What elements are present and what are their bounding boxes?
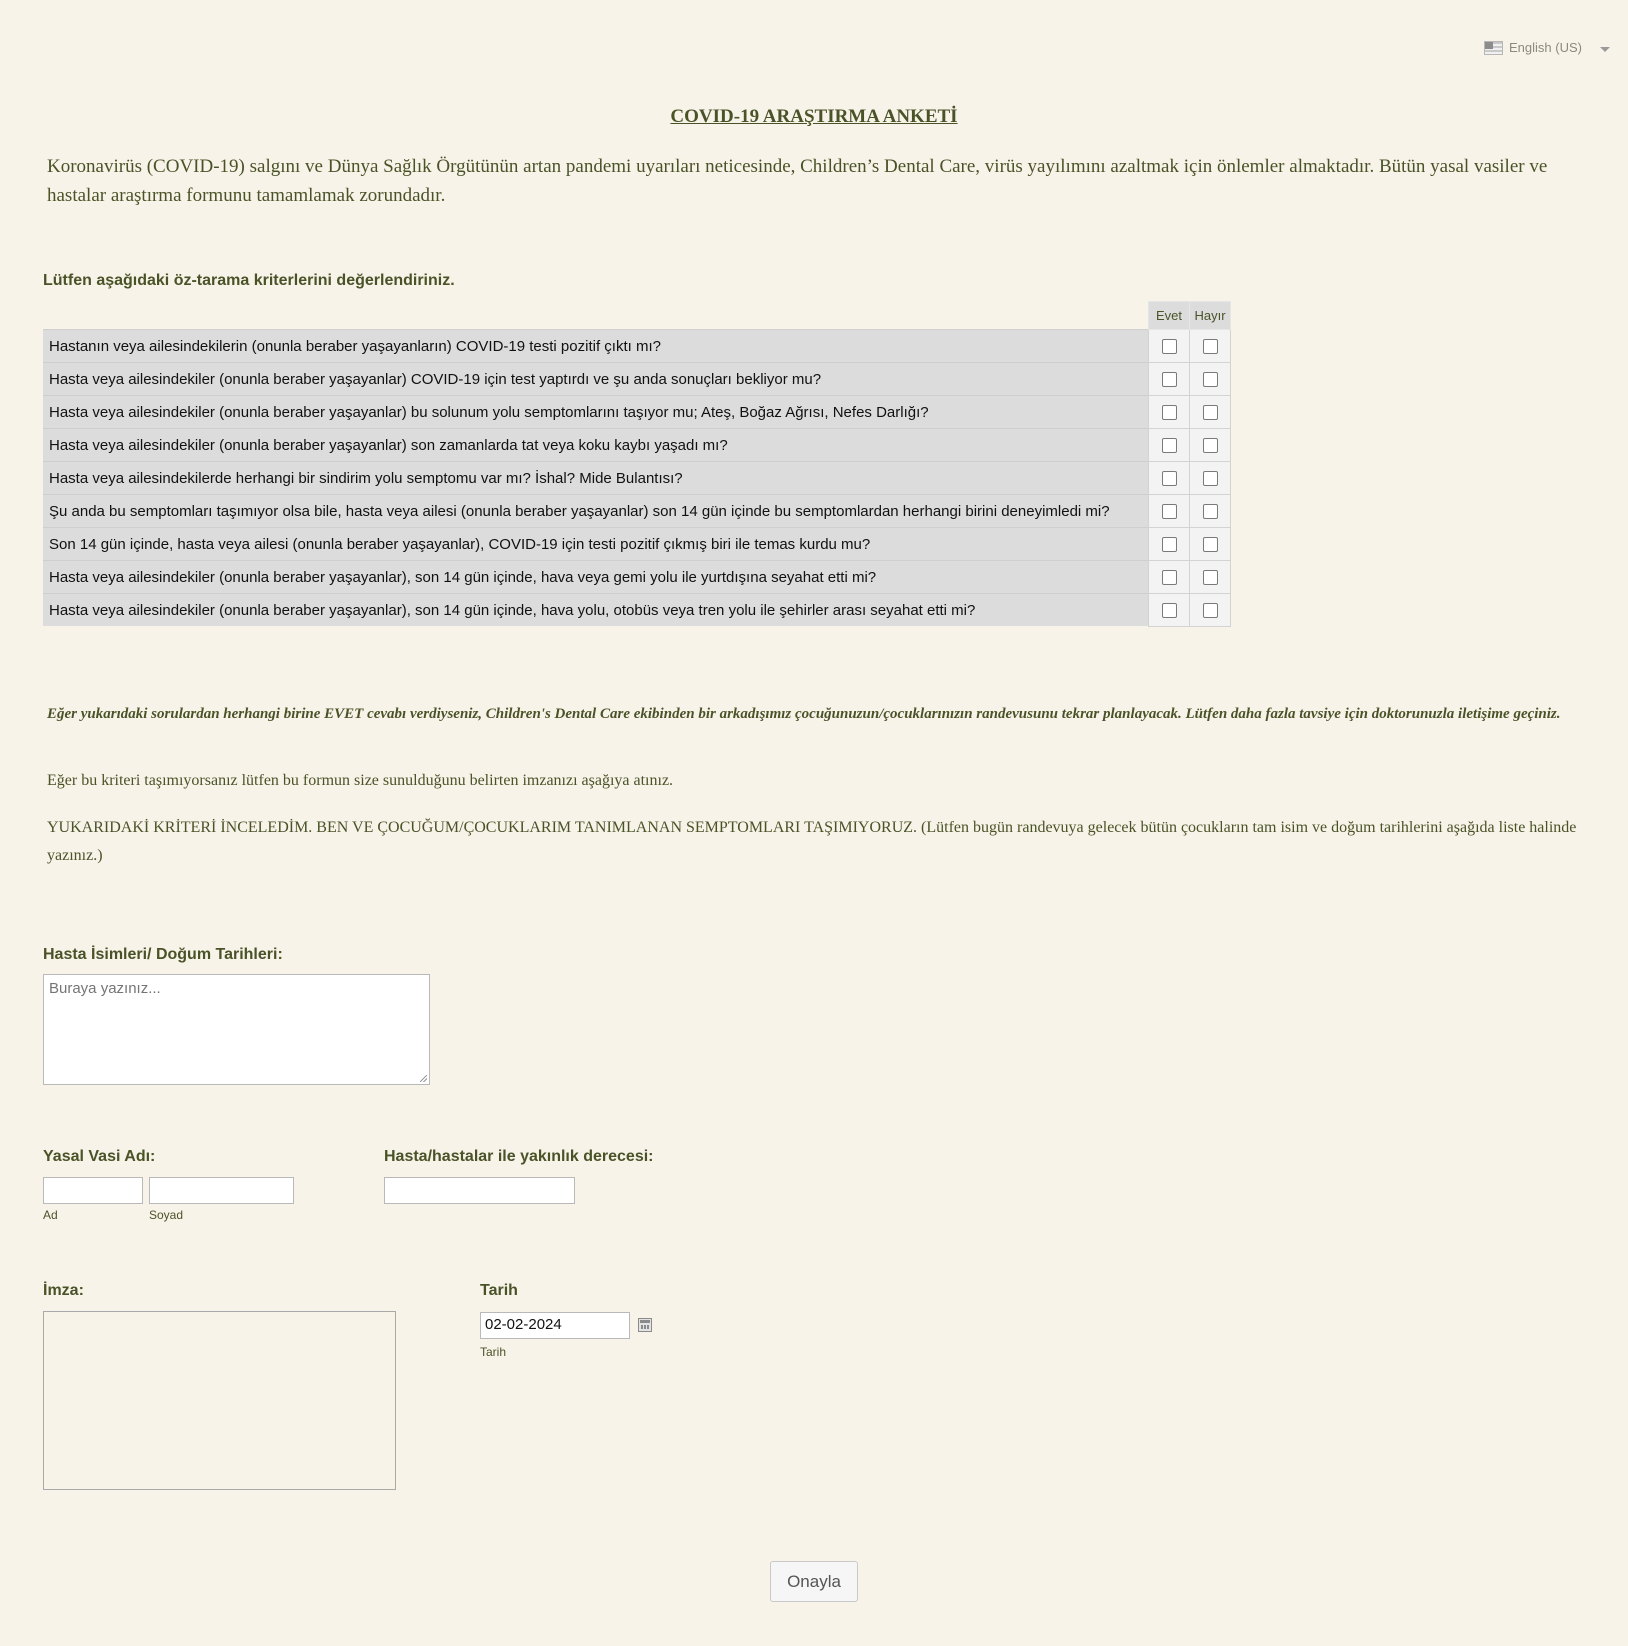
answer-cell-no: [1190, 429, 1231, 462]
signature-pad[interactable]: [43, 1311, 396, 1490]
answer-cell-yes: [1149, 561, 1190, 594]
checkbox-yes[interactable]: [1162, 405, 1177, 420]
guardian-label: Yasal Vasi Adı:: [43, 1148, 156, 1165]
answer-cell-yes: [1149, 429, 1190, 462]
checkbox-yes[interactable]: [1162, 372, 1177, 387]
question-label: Hasta veya ailesindekiler (onunla beraber yaşayanlar), son 14 gün içinde, hava yolu, otobüs veya tren yolu ile şehirler arası seyahat etti mi?: [43, 594, 1149, 627]
question-label: Hasta veya ailesindekiler (onunla beraber yaşayanlar) COVID-19 için test yaptırdı ve şu anda sonuçları bekliyor mu?: [43, 363, 1149, 396]
checkbox-yes[interactable]: [1162, 471, 1177, 486]
checkbox-no[interactable]: [1203, 570, 1218, 585]
matrix-row: [43, 429, 1231, 462]
answer-cell-yes: [1149, 495, 1190, 528]
question-label: Hastanın veya ailesindekilerin (onunla beraber yaşayanların) COVID-19 testi pozitif çıktı mı?: [43, 330, 1149, 363]
first-name-sublabel: Ad: [43, 1208, 58, 1222]
date-label: Tarih: [480, 1282, 518, 1299]
answer-cell-yes: [1149, 330, 1190, 363]
guardian-first-name-input[interactable]: [43, 1177, 143, 1204]
question-label: Son 14 gün içinde, hasta veya ailesi (onunla beraber yaşayanlar), COVID-19 için testi pozitif çıkmış biri ile temas kurdu mu?: [43, 528, 1149, 561]
screening-matrix: [43, 301, 1231, 627]
matrix-row: [43, 363, 1231, 396]
matrix-row: [43, 561, 1231, 594]
patients-label: Hasta İsimleri/ Doğum Tarihleri:: [43, 946, 283, 963]
question-label: Hasta veya ailesindekiler (onunla beraber yaşayanlar) son zamanlarda tat veya koku kaybı yaşadı mı?: [43, 429, 1149, 462]
matrix-row: [43, 330, 1231, 363]
answer-cell-no: [1190, 462, 1231, 495]
checkbox-no[interactable]: [1203, 372, 1218, 387]
signature-instruction: Eğer bu kriteri taşımıyorsanız lütfen bu formun size sunulduğunu belirten imzanızı aşağıya atınız.: [47, 772, 674, 789]
patients-textarea[interactable]: [43, 974, 430, 1085]
answer-cell-no: [1190, 561, 1231, 594]
signature-label: İmza:: [43, 1282, 84, 1299]
resize-grip-icon[interactable]: [420, 1075, 427, 1082]
answer-cell-no: [1190, 528, 1231, 561]
language-selector[interactable]: [1484, 40, 1582, 55]
checkbox-no[interactable]: [1203, 603, 1218, 618]
matrix-row: [43, 495, 1231, 528]
date-sublabel: Tarih: [480, 1345, 507, 1359]
checkbox-no[interactable]: [1203, 405, 1218, 420]
matrix-row: [43, 462, 1231, 495]
chevron-down-icon[interactable]: [1600, 47, 1610, 52]
declaration-text: YUKARIDAKİ KRİTERİ İNCELEDİM. BEN VE ÇOCUĞUM/ÇOCUKLARIM TANIMLANAN SEMPTOMLARI TAŞIMIYORUZ. (Lütfen bugün randevuya gelecek bütün çocukların tam isim ve doğum tarihlerini aşağıda liste halinde yazınız.): [47, 819, 1577, 864]
checkbox-yes[interactable]: [1162, 537, 1177, 552]
matrix-row: [43, 396, 1231, 429]
question-label: Şu anda bu semptomları taşımıyor olsa bile, hasta veya ailesi (onunla beraber yaşayanlar) son 14 gün içinde bu semptomlardan herhangi birini deneyimledi mi?: [43, 495, 1149, 528]
column-no: Hayır: [1190, 302, 1231, 330]
relation-label: Hasta/hastalar ile yakınlık derecesi:: [384, 1148, 654, 1165]
checkbox-no[interactable]: [1203, 504, 1218, 519]
intro-text: Koronavirüs (COVID-19) salgını ve Dünya Sağlık Örgütünün artan pandemi uyarıları neticesinde, Children’s Dental Care, virüs yayılımını azaltmak için önlemler almaktadır. Bütün yasal vasiler ve hastalar araştırma formunu tamamlamak zorundadır.: [47, 156, 1548, 206]
language-label: English (US): [1509, 40, 1582, 55]
column-yes: Evet: [1149, 302, 1190, 330]
checkbox-yes[interactable]: [1162, 504, 1177, 519]
guardian-last-name-input[interactable]: [149, 1177, 294, 1204]
answer-cell-no: [1190, 495, 1231, 528]
checkbox-no[interactable]: [1203, 471, 1218, 486]
warning-text: Eğer yukarıdaki sorulardan herhangi birine EVET cevabı verdiyseniz, Children's Dental Care ekibinden bir arkadışımız çocuğunuzun/çocuklarınızın randevusunu tekrar planlayacak. Lütfen daha fazla tavsiye için doktorunuzla iletişime geçiniz.: [47, 706, 1561, 722]
checkbox-yes[interactable]: [1162, 438, 1177, 453]
relation-input[interactable]: [384, 1177, 575, 1204]
answer-cell-yes: [1149, 363, 1190, 396]
date-input[interactable]: 02-02-2024: [480, 1312, 630, 1339]
calendar-icon[interactable]: [638, 1318, 652, 1332]
question-label: Hasta veya ailesindekiler (onunla beraber yaşayanlar) bu solunum yolu semptomlarını taşıyor mu; Ateş, Boğaz Ağrısı, Nefes Darlığı?: [43, 396, 1149, 429]
answer-cell-no: [1190, 594, 1231, 627]
answer-cell-no: [1190, 363, 1231, 396]
answer-cell-yes: [1149, 528, 1190, 561]
answer-cell-yes: [1149, 396, 1190, 429]
page-title: COVID-19 ARAŞTIRMA ANKETİ: [670, 106, 958, 127]
checkbox-yes[interactable]: [1162, 570, 1177, 585]
answer-cell-no: [1190, 396, 1231, 429]
answer-cell-yes: [1149, 462, 1190, 495]
checkbox-no[interactable]: [1203, 537, 1218, 552]
checkbox-no[interactable]: [1203, 438, 1218, 453]
question-label: Hasta veya ailesindekilerde herhangi bir sindirim yolu semptomu var mı? İshal? Mide Bulantısı?: [43, 462, 1149, 495]
question-label: Hasta veya ailesindekiler (onunla beraber yaşayanlar), son 14 gün içinde, hava veya gemi yolu ile yurtdışına seyahat etti mi?: [43, 561, 1149, 594]
matrix-row: [43, 594, 1231, 627]
answer-cell-yes: [1149, 594, 1190, 627]
checkbox-no[interactable]: [1203, 339, 1218, 354]
patients-placeholder: Buraya yazınız...: [49, 980, 161, 997]
matrix-instruction: Lütfen aşağıdaki öz-tarama kriterlerini değerlendiriniz.: [43, 272, 455, 289]
last-name-sublabel: Soyad: [149, 1208, 184, 1222]
us-flag-icon: [1484, 41, 1503, 55]
answer-cell-no: [1190, 330, 1231, 363]
checkbox-yes[interactable]: [1162, 339, 1177, 354]
checkbox-yes[interactable]: [1162, 603, 1177, 618]
matrix-row: [43, 528, 1231, 561]
submit-button[interactable]: Onayla: [770, 1561, 858, 1602]
